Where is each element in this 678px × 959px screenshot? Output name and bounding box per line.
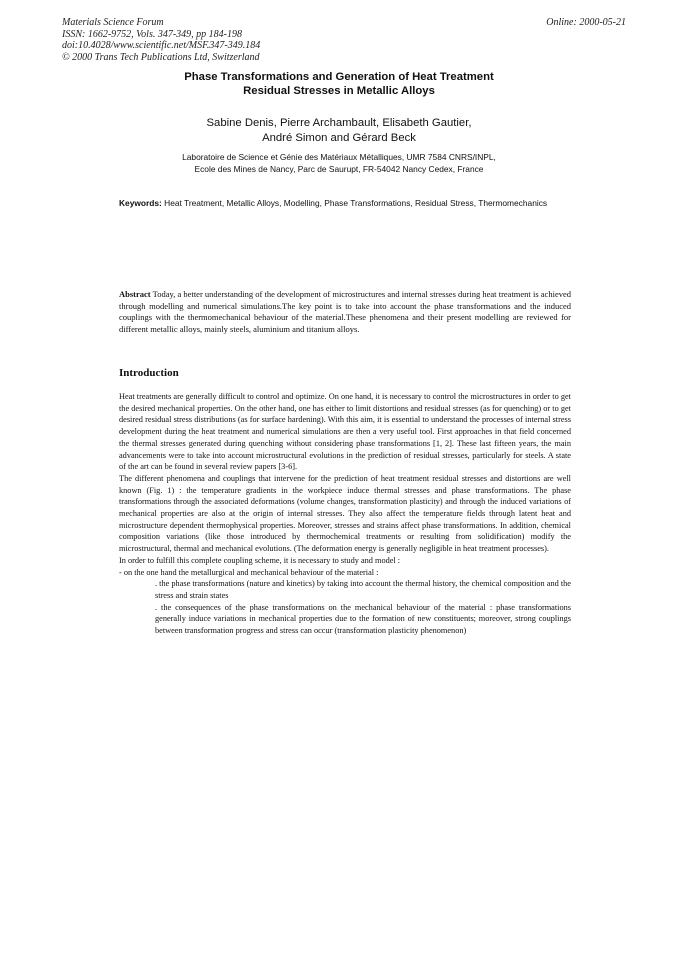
abstract-block bbox=[119, 289, 571, 335]
introduction-heading: Introduction bbox=[119, 367, 179, 379]
keywords-label: Keywords: bbox=[119, 198, 162, 208]
intro-paragraph-1: Heat treatments are generally difficult to control and optimize. On one hand, it is necessary to control the microstructures in order to get the desired mechanical properties. On the other hand, one has either to limit distortions and residual stresses (as for quenching) or to get desired residual stress distributions (as for surface hardening). With this aim, it is essential to understand the processes of internal stress development during the heat treatment and numerical simulations are then a very useful tool. First approaches in that field concerned the thermal stresses generated during quenching without considering phase transformations [1, 2]. These last fifteen years, the main advancements were to take into account microstructural evolutions in the prediction of residual stresses, particularly for steels. A state of the art can be found in several review papers [3-6]. bbox=[119, 392, 571, 472]
journal-name: Materials Science Forum bbox=[62, 17, 164, 28]
authors-line-2: André Simon and Gérard Beck bbox=[262, 131, 416, 144]
keywords-block bbox=[119, 198, 569, 209]
affiliation-line-1: Laboratoire de Science et Génie des Matériaux Métalliques, UMR 7584 CNRS/INPL, bbox=[182, 152, 496, 162]
doi-line[interactable]: doi:10.4028/www.scientific.net/MSF.347-349.184 bbox=[62, 40, 261, 51]
intro-sub-item-1: . the phase transformations (nature and kinetics) by taking into account the thermal history, the chemical composition and the stress and strain states bbox=[155, 579, 571, 600]
intro-paragraph-3: In order to fulfill this complete coupling scheme, it is necessary to study and model : bbox=[119, 555, 401, 565]
intro-paragraph-2: The different phenomena and couplings that intervene for the prediction of heat treatment residual stresses and distortions are well known (Fig. 1) : the temperature gradients in the workpiece induce thermal stresses and phase transformations. The phase transformations through the associated deformations (volume changes, transformation plasticity) and through the induced variations of mechanical properties are also at the origin of internal stresses. They also affect the temperature fields through latent heat and microstructure dependent thermophysical properties. Moreover, stresses and strains affect phase transformations. In addition, chemical composition variations (like those introduced by thermochemical treatments or resulting from solidification) modify the microstructural, thermal and mechanical evolutions. (The deformation energy is generally negligible in heat treatment processes). bbox=[119, 473, 571, 554]
abstract-text: Today, a better understanding of the development of microstructures and internal stresses during heat treatment is achieved through modelling and numerical simulations.The key point is to take into account the phase transformations and the induced couplings with the thermomechanical behaviour of the material.These phenomena and their present modelling are reviewed for different metallic alloys, mainly steels, aluminium and titanium alloys. bbox=[119, 289, 571, 334]
title-line-1: Phase Transformations and Generation of Heat Treatment bbox=[184, 71, 494, 83]
online-date: Online: 2000-05-21 bbox=[546, 17, 626, 28]
affiliation bbox=[0, 151, 678, 175]
copyright-line: © 2000 Trans Tech Publications Ltd, Switzerland bbox=[62, 51, 260, 63]
author-list bbox=[0, 116, 678, 145]
journal-header bbox=[62, 17, 260, 63]
authors-line-1: Sabine Denis, Pierre Archambault, Elisabeth Gautier, bbox=[206, 117, 472, 129]
title-line-2: Residual Stresses in Metallic Alloys bbox=[243, 85, 435, 97]
issn-line: ISSN: 1662-9752, Vols. 347-349, pp 184-198 bbox=[62, 28, 242, 40]
affiliation-line-2: Ecole des Mines de Nancy, Parc de Saurupt, FR-54042 Nancy Cedex, France bbox=[194, 164, 484, 174]
keywords-text: Heat Treatment, Metallic Alloys, Modelling, Phase Transformations, Residual Stress, Thermomechanics bbox=[161, 198, 548, 208]
paper-title bbox=[0, 70, 678, 98]
intro-sub-item-2: . the consequences of the phase transformations on the mechanical behaviour of the material : phase transformations generally induce variations in mechanical properties due to the formation of new constituents; moreover, strong couplings between transformation progress and stress can occur (transformation plasticity phenomenon) bbox=[155, 602, 571, 636]
introduction-body bbox=[119, 391, 571, 637]
intro-dash-item-1: - on the one hand the metallurgical and mechanical behaviour of the material : bbox=[119, 567, 379, 577]
abstract-label: Abstract bbox=[119, 289, 151, 299]
